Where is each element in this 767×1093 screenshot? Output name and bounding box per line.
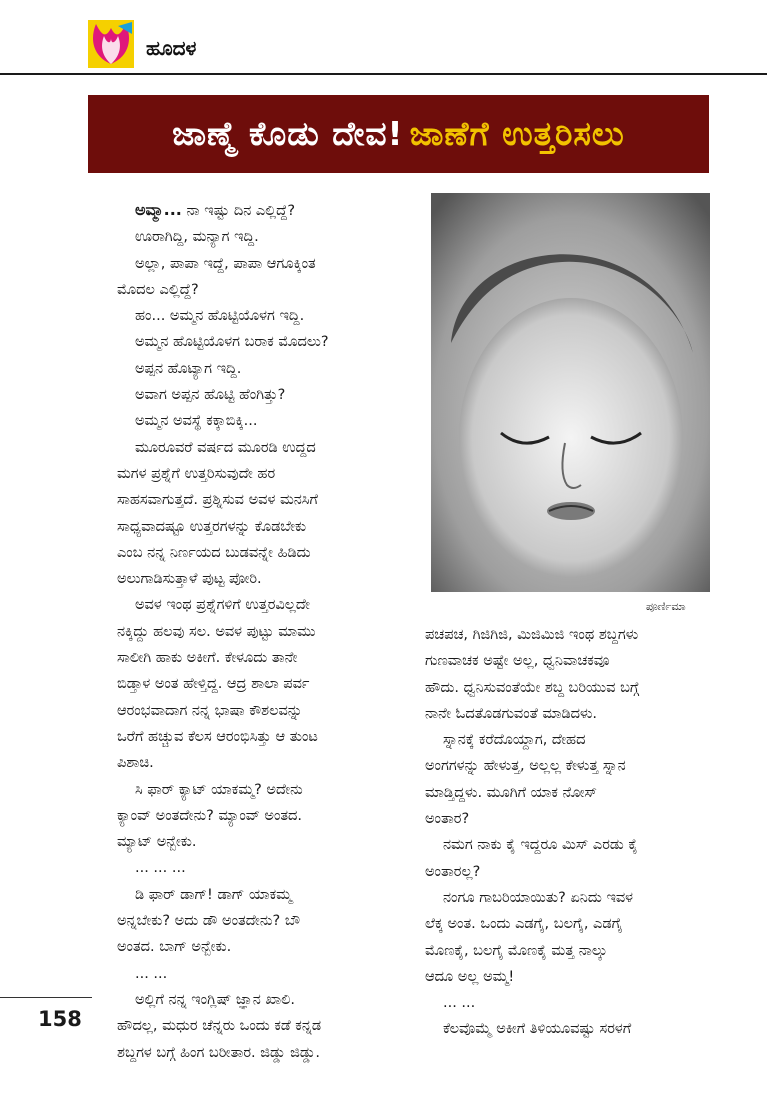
text-line [117, 408, 397, 434]
text-line [117, 829, 397, 855]
text-line [117, 487, 397, 513]
line-text: ಕ್ಯಾಂವ್ ಅಂತದೇನು? ಮ್ಯಾಂವ್ ಅಂತದ. [117, 807, 303, 824]
text-line [117, 803, 397, 829]
line-text: ಅಲುಗಾಡಿಸುತ್ತಾಳೆ ಪುಟ್ಟ ಪೋರಿ. [117, 571, 262, 588]
text-line [117, 855, 397, 881]
text-line [117, 1013, 397, 1039]
line-text: ಮೊದಲ ಎಲ್ಲಿದ್ದೆ? [117, 281, 199, 298]
line-text: ನಂಗೂ ಗಾಬರಿಯಾಯಿತು? ಏನಿದು ಇವಳ [443, 889, 634, 906]
line-text: ಎಂಬ ನನ್ನ ನಿರ್ಣಯದ ಬುಡವನ್ನೇ ಹಿಡಿದು [117, 544, 311, 561]
line-text: ಅಲ್ಲಾ, ಪಾಪಾ ಇದ್ದೆ, ಪಾಪಾ ಆಗೂಕ್ಕಿಂತ [135, 255, 316, 272]
footer-divider [0, 997, 92, 998]
line-text: ಅಮ್ಮನ ಅವಸ್ಥೆ ಕಕ್ಕಾಬಿಕ್ಕಿ... [135, 413, 258, 430]
article-left-column [117, 197, 397, 1066]
line-text: ಅಂತಾರ? [425, 811, 470, 828]
text-line [117, 961, 397, 987]
line-text: ಅಂತದ. ಬಾಗ್ ಅನ್ಬೇಕು. [117, 939, 232, 956]
article-title-banner [88, 95, 709, 173]
photo-credit: ಪೂರ್ಣಿಮಾ [646, 600, 686, 613]
text-line [117, 356, 397, 382]
line-text: ಊರಾಗಿದ್ದಿ, ಮನ್ಯಾಗ ಇದ್ದಿ. [135, 229, 259, 246]
line-text: ... ... ... [135, 860, 186, 877]
article-title-part-1: ಜಾಣ್ಮೆ ಕೊಡು ದೇವ! [172, 114, 404, 153]
baby-face-photo [431, 193, 710, 592]
lead-word: ಅವ್ಮಾ... [135, 200, 182, 219]
line-text: ... ... [135, 965, 168, 982]
text-line [425, 885, 725, 911]
line-text: ಮೂರೂವರೆ ವರ್ಷದ ಮೂರಡಿ ಉದ್ದದ [135, 439, 316, 456]
text-line [117, 1040, 397, 1066]
text-line [117, 724, 397, 750]
text-line [117, 934, 397, 960]
text-line [117, 750, 397, 776]
text-line [117, 592, 397, 618]
line-text: ಪಚಪಚ, ಗಿಜಿಗಿಜಿ, ಮಿಜಿಮಿಜಿ ಇಂಥ ಶಬ್ದಗಳು [425, 627, 639, 643]
text-line [117, 514, 397, 540]
section-name: ಹೂದಳ [146, 36, 197, 60]
text-line [117, 251, 397, 277]
text-line [425, 806, 725, 832]
text-line [117, 435, 397, 461]
line-text: ಕೆಲವೊಮ್ಮೆ ಅಕೀಗೆ ತಿಳಿಯೂವಷ್ಟು ಸರಳಗೆ [443, 1021, 632, 1038]
text-line [425, 832, 725, 858]
line-text: ಸ್ನಾನಕ್ಕೆ ಕರೆದೊಯ್ದಾಗ, ದೇಹದ [443, 732, 586, 749]
line-text: ಬಿಡ್ತಾಳ ಅಂತ ಹೇಳ್ತಿದ್ದ. ಆದ್ರ ಶಾಲಾ ಪರ್ವ [117, 676, 310, 693]
line-text: ಅಮ್ಮನ ಹೊಟ್ಟಿಯೊಳಗ ಬರಾಕ ಮೊದಲು? [135, 334, 329, 351]
line-text: ಆರಂಭವಾದಾಗ ನನ್ನ ಭಾಷಾ ಕೌಶಲವನ್ನು [117, 702, 303, 719]
article-title-part-2: ಜಾಣೆಗೆ ಉತ್ತರಿಸಲು [409, 114, 625, 153]
text-line [425, 938, 725, 964]
text-line [425, 753, 725, 779]
line-text: ಶಬ್ದಗಳ ಬಗ್ಗೆ ಹಿಂಗ ಬರೀತಾರ. ಜಿಡ್ಡು ಜಿಡ್ಡು. [117, 1044, 320, 1061]
line-text: ಅಂತಾರಲ್ಲ? [425, 863, 481, 880]
text-line [425, 727, 725, 753]
text-line [117, 987, 397, 1013]
text-line [117, 882, 397, 908]
text-line [425, 911, 725, 937]
line-text: ಮಗಳ ಪ್ರಶ್ನೆಗೆ ಉತ್ತರಿಸುವುದೇ ಹರ [117, 465, 276, 482]
line-text: ಒರೆಗೆ ಹಚ್ಚುವ ಕೆಲಸ ಆರಂಭಿಸಿತ್ತು ಆ ತುಂಟ [117, 728, 318, 745]
line-text: ಅಪ್ಪನ ಹೊಟ್ಯಾಗ ಇದ್ದಿ. [135, 360, 242, 377]
line-text: ಸಾಧ್ಯವಾದಷ್ಟೂ ಉತ್ತರಗಳನ್ನು ಕೊಡಬೇಕು [117, 518, 307, 535]
line-text: ಹೌದು. ಧ್ವನಿಸುವಂತೆಯೇ ಶಬ್ದ ಬರಿಯುವ ಬಗ್ಗೆ [425, 679, 640, 696]
line-text: ಆದೂ ಅಲ್ಲ ಅಮ್ಮ! [425, 968, 515, 985]
line-text: ಮಾಡ್ತಿದ್ದಳು. ಮೂಗಿಗೆ ಯಾಕ ನೋಸ್ [425, 784, 597, 801]
text-line [117, 619, 397, 645]
text-line [117, 382, 397, 408]
text-line [425, 964, 725, 990]
text-line [117, 540, 397, 566]
line-text: ಲೆಕ್ಕ ಅಂತ. ಒಂದು ಎಡಗೈ, ಬಲಗೈ, ಎಡಗೈ [425, 916, 623, 933]
text-line [117, 277, 397, 303]
line-text: ಗುಣವಾಚಕ ಅಷ್ಟೇ ಅಲ್ಲ, ಧ್ವನಿವಾಚಕವೂ [425, 653, 610, 670]
text-line [425, 675, 725, 701]
line-text: ಮ್ಯಾಟ್ ಅನ್ಬೇಕು. [117, 834, 197, 851]
text-line [117, 224, 397, 250]
line-text: ಅನ್ನಬೇಕು? ಅದು ಡೌ ಅಂತದೇನು? ಬೌ [117, 913, 301, 930]
text-line [425, 622, 725, 648]
line-text: ಅವಾಗ ಅಪ್ಪನ ಹೊಟ್ಟಿ ಹೆಂಗಿತ್ತು? [135, 387, 286, 404]
text-line [117, 197, 397, 224]
text-line [117, 908, 397, 934]
line-text: ಅಲ್ಲಿಗೆ ನನ್ನ ಇಂಗ್ಲಿಷ್ ಜ್ಞಾನ ಖಾಲಿ. [135, 991, 295, 1008]
line-text: ಹೌದಲ್ಲ, ಮಧುರ ಚೆನ್ನರು ಒಂದು ಕಡೆ ಕನ್ನಡ [117, 1018, 322, 1035]
baby-face-icon [431, 193, 710, 592]
text-line [425, 1016, 725, 1042]
text-line [425, 780, 725, 806]
text-line [117, 698, 397, 724]
article-right-column [425, 622, 725, 1043]
text-line [117, 645, 397, 671]
line-text: ಪಿಶಾಚಿ. [117, 755, 154, 772]
page-number: 158 [38, 1007, 82, 1031]
line-text: ನಾನೇ ಓದತೊಡಗುವಂತೆ ಮಾಡಿದಳು. [425, 705, 598, 722]
line-text: ಸಾಲೀಗಿ ಹಾಕು ಅಕೀಗೆ. ಕೇಳೂದು ತಾನೇ [117, 650, 298, 667]
text-line [425, 701, 725, 727]
text-line [117, 671, 397, 697]
text-line [425, 990, 725, 1016]
line-text: ಸಿ ಫಾರ್ ಕ್ಯಾಟ್ ಯಾಕಮ್ಮ? ಅದೇನು [135, 781, 303, 798]
line-text: ಡಿ ಫಾರ್ ಡಾಗ್! ಡಾಗ್ ಯಾಕಮ್ಮ [135, 886, 292, 903]
magazine-logo-icon [88, 20, 134, 68]
line-text: ಮೊಣಕೈ, ಬಲಗೈ ಮೊಣಕೈ ಮತ್ತ ನಾಲ್ಕು [425, 942, 608, 959]
line-text: ... ... [443, 995, 476, 1012]
line-text: ನಾ ಇಷ್ಟು ದಿನ ಎಲ್ಲಿದ್ದೆ? [181, 203, 296, 219]
line-text: ಅಂಗಗಳನ್ನು ಹೇಳುತ್ತ, ಅಲ್ಲಲ್ಲ ಕೇಳುತ್ತ ಸ್ನಾನ [425, 758, 626, 775]
text-line [425, 859, 725, 885]
text-line [117, 461, 397, 487]
text-line [117, 566, 397, 592]
line-text: ನಮಗ ನಾಕು ಕೈ ಇದ್ದರೂ ಮಿಸ್ ಎರಡು ಕೈ [443, 837, 638, 854]
text-line [425, 648, 725, 674]
line-text: ಅವಳ ಇಂಥ ಪ್ರಶ್ನೆಗಳಿಗೆ ಉತ್ತರವಿಲ್ಲದೇ [135, 597, 310, 614]
text-line [117, 777, 397, 803]
line-text: ಸಾಹಸವಾಗುತ್ತದೆ. ಪ್ರಶ್ನಿಸುವ ಅವಳ ಮನಸಿಗೆ [117, 492, 318, 509]
text-line [117, 303, 397, 329]
text-line [117, 329, 397, 355]
header-divider [0, 73, 767, 75]
line-text: ನಕ್ಕಿದ್ದು ಹಲವು ಸಲ. ಅವಳ ಪುಟ್ಟು ಮಾಮು [117, 623, 316, 640]
line-text: ಹಂ... ಅಮ್ಮನ ಹೊಟ್ಟಿಯೊಳಗ ಇದ್ದಿ. [135, 308, 305, 325]
